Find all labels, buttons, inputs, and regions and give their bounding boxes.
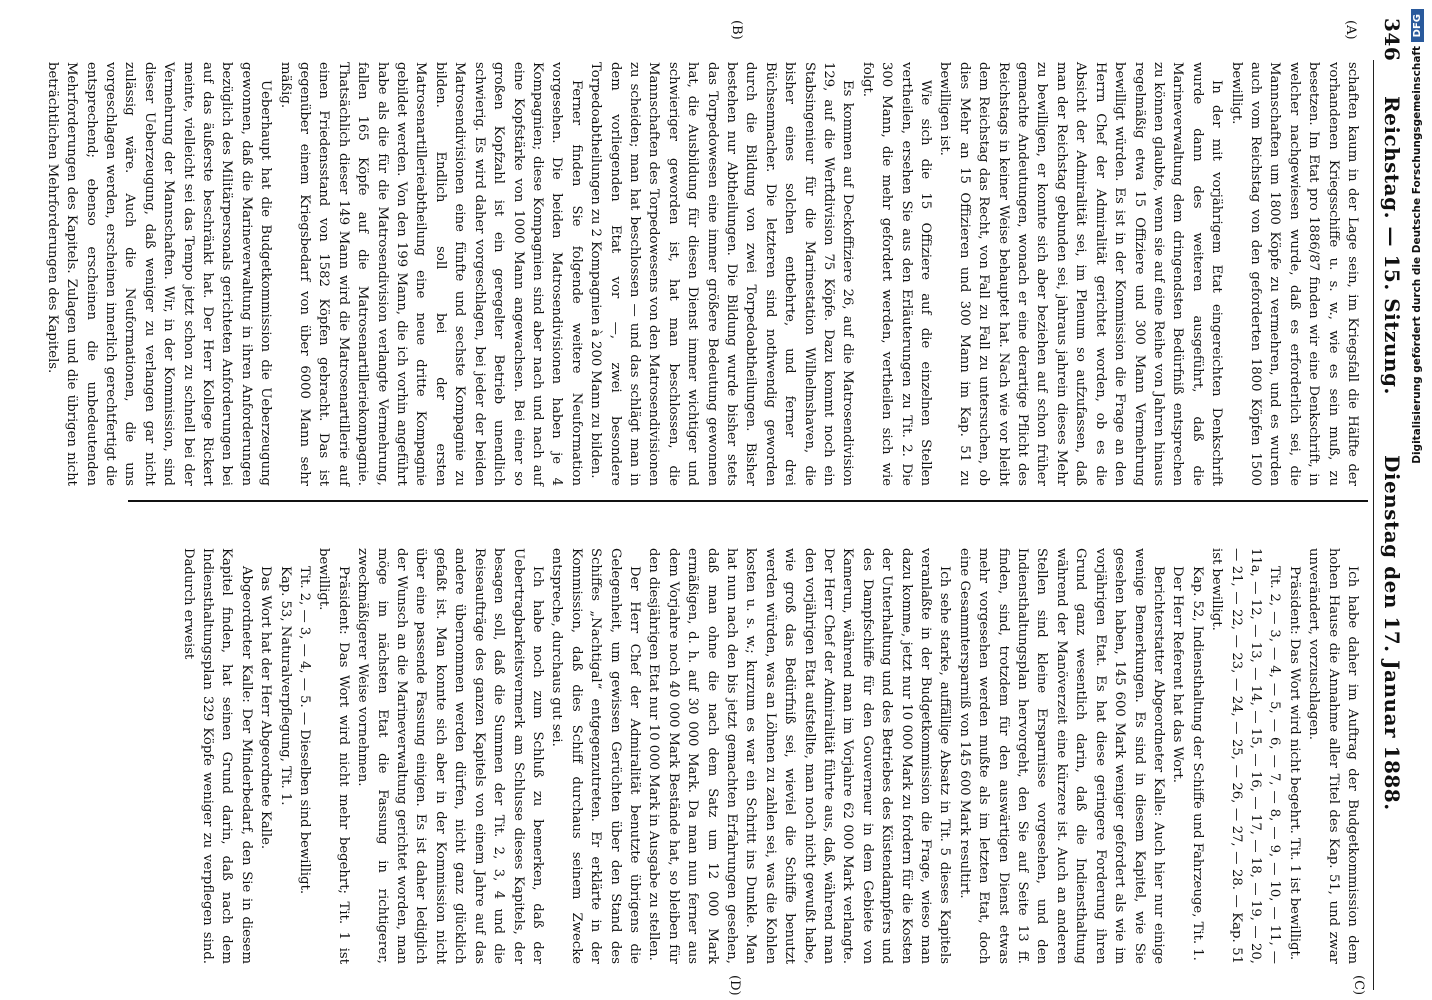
paragraph: Kap. 53, Naturalverpflegung, Tit. 1.: [277, 566, 293, 806]
paragraph: schaften kaum in der Lage sein, im Kriegsfall die Hälfte der vorhandenen Kriegsschiffe u. s. w., wie es sein muß, zu besetzen. Im Etat pro 1886/87 finden wir eine Denkschrift, in welcher nachgewiesen wurde, daß es erforderlich sei, die Mannschaften um 1800 Köpfe zu vermehren, und es wurden auch vom Reichstag von den geforderten 1800 Köpfen 1500 bewilligt.: [1228, 62, 1360, 486]
column-divider: [128, 500, 1368, 502]
page-header: [1368, 0, 1408, 1000]
page-number: 346: [1380, 18, 1404, 62]
paragraph: Tit. 2, — 3, — 4, — 5. — Dieselben sind bewilligt.: [297, 566, 313, 895]
paragraph: Ich habe daher im Auftrag der Budgetkommission dem hohen Hause die Annahme aller Titel des Kap. 51, und zwar unverändert, vorzuschlagen.: [1306, 548, 1360, 964]
margin-mark-a: (A): [1343, 20, 1358, 40]
credit-text: Digitalisierung gefördert durch die Deutsche Forschungsgemeinschaft: [1411, 46, 1423, 464]
paragraph: Tit. 2, — 3, — 4, — 5, — 6, — 7, — 8, — 9, — 10, — 11, — 11a, — 12, — 13, — 14, — 15, — 16, — 17, — 18, — 19, — 20, — 21, — 22, — 23, — 24, — 25, — 26, — 27, — 28. — Kap. 51 ist bewilligt.: [1209, 548, 1283, 964]
paragraph: Das Wort hat der Herr Abgeordnete Kalle.: [258, 566, 274, 850]
paragraph: Ich sehe starke, auffällige Absatz in Tit. 5 dieses Kapitels veranlaßte in der Budgetkommission die Frage, wieso man dazu komme, jetzt nur 10 000 Mark zu fordern für die Kosten der Unterhaltung und des Betriebes des Küstendampfers und des Dampfschiffe für den Gouverneur in dem Gebiete von Kamerun, während man im Vorjahre 62 000 Mark verlangte. Der Herr Chef der Admiralität führte aus, daß, während man den vorjährigen Etat aufstellte, man noch nicht gewußt habe, wie groß das Bedürfniß sei, wieviel die Schiffe benutzt werden würden, was an Löhnen zu zahlen sei, was die Kohlen kosten u. s. w.; kurzum es war ein Schritt ins Dunkle. Man hat nun nach den bis jetzt gemachten Erfahrungen gesehen, daß man ohne die nach dem Satz um 12 000 Mark ermäßigen, d. h. auf 30 000 Mark. Da man nun ferner aus dem Vorjahre noch 40 000 Mark Bestände hat, so bleiben für den diesjährigen Etat nur 10 000 Mark in Ausgabe zu stellen.: [646, 548, 953, 964]
paragraph: Ferner finden Sie folgende weitere Neuformation vorgesehen. Die beiden Matrosendivisionen haben je 4 Kompagnien; diese Kompagnien sind aber nach und nach auf eine Kopfstärke von 1000 Mann angewachsen. Bei einer so großen Kopfzahl ist ein geregelter Betrieb unendlich schwierig. Es wird daher vorgeschlagen, bei jeder der beiden Matrosendivisionen eine fünfte und sechste Kompagnie zu bilden. Endlich soll bei der ersten Matrosenartillerieabtheilung eine neue dritte Kompagnie gebildet werden. Von den 199 Mann, die ich vorhin angeführt habe als die für die Matrosendivision verlangte Vermehrung, fallen 165 Köpfe auf die Matrosenartilleriekompagnie. Thatsächlich dieser 149 Mann wird die Matrosenartillerie auf einen Friedensstand von 1582 Köpfen gebracht. Das ist gegenüber einem Kriegsbedarf von über 6000 Mann sehr mäßig.: [277, 62, 584, 486]
header-rule: [1373, 60, 1374, 990]
digitization-credit: [1410, 0, 1432, 1000]
paragraph: Ueberhaupt hat die Budgetkommission die Ueberzeugung gewonnen, daß die Marineverwaltung in ihren Anforderungen bezüglich des Militärpersonals gerichteten Anforderungen bei auf das äußerste beschränkt hat. Der Herr Kollege Rickert meinte, vielleicht sei das Tempo jetzt schon zu schnell bei der Vermehrung der Mannschaften. Wir, in der Kommission, sind dieser Ueberzeugung, daß weniger zu verlangen gar nicht zulässig wäre. Auch die Neuformationen, die uns vorgeschlagen werden, erscheinen innerlich gerechtfertigt die entsprechend; ebenso erscheinen die unbedeutenden Mehrforderungen des Kapitels. Zulagen und die übrigen nicht beträchtlichen Mehrforderungen des Kapitels.: [44, 62, 274, 486]
paragraph: Es kommen auf Deckoffiziere 26, auf die Matrosendivision 129, auf die Werftdivision 75 Köpfe. Dazu kommt noch ein Stabsingenieur für die Marinestation Wilhelmshaven, die bisher eines solchen entbehrte, und ferner drei Büchsenmacher. Die letzteren sind nothwendig geworden durch die Bildung von zwei Torpedoabtheilungen. Bisher bestehen nur Abtheilungen. Die Bildung wurde bisher stets das Torpedowesen eine immer größere Bedeutung gewonnen hat, die Ausbildung für diesen Dienst immer wichtiger und schwieriger geworden ist, hat man beschlossen, die Mannschaften des Torpedowesens von den Matrosendivisionen zu scheiden; man hat beschlossen — und das schlägt man in dem vorliegenden Etat vor —, zwei besondere Torpedoabtheilungen zu 2 Kompagnien à 200 Mann zu bilden.: [588, 62, 856, 486]
paragraph: Der Herr Referent hat das Wort.: [1170, 566, 1186, 783]
paragraph: Der Herr Chef der Admiralität benutzte übrigens die Gelegenheit, um gewissen Gerüchten über den Stand des Schiffes „Nachtigal“ entgegenzutreten. Er erklärte in der Kommission, daß dies Schiff durchaus seinem Zwecke entspreche, durchaus gut sei.: [549, 548, 642, 964]
paragraph: Abgeordneter Kalle: Der Minderbedarf, den Sie in diesem Kapitel finden, hat seinen Grund darin, daß nach dem Indiensthaltungsplan 329 Köpfe weniger zu verpflegen sind. Dadurch erweist: [180, 548, 254, 964]
paragraph: Präsident: Das Wort wird nicht mehr begehrt; Tit. 1 ist bewilligt.: [316, 548, 351, 964]
header-right-title: Dienstag den 17. Januar 1888.: [1380, 455, 1404, 811]
dfg-logo: DFG: [1411, 9, 1424, 42]
margin-mark-d: (D): [727, 975, 742, 996]
paragraph: Wie sich die 15 Offiziere auf die einzelnen Stellen vertheilen, ersehen Sie aus den Erläuterungen zu Tit. 2. Die 300 Mann, die mehr gefordert werden, vertheilen sich wie folgt.: [859, 62, 934, 486]
paragraph: In der mit vorjährigem Etat eingereichten Denkschrift wurde dann des weiteren ausgeführt, daß die Marineverwaltung dem dringendsten Bedürfniß entsprechen zu können glaubte, wenn sie auf eine Reihe von Jahren hinaus regelmäßig etwa 15 Offiziere und 300 Mann Vermehrung bewilligt würden. Es ist in der Kommission die Frage an den Herrn Chef der Admiralität gerichtet worden, ob es die Absicht der Admiralität sei, im Plenum so aufzufassen, daß man der Reichstag gebunden sei, jahraus jahrein dieses Mehr zu bewilligen, er konnte sich aber beziehen auf schon früher gemachte Andeutungen, wonach er eine derartige Pflicht des Reichstags in keiner Weise behauptet hat. Nach wie vor bleibt dem Reichstag das Recht, von Fall zu Fall zu untersuchen, ob dies Mehr an 15 Offizieren und 300 Mann im Kap. 51 zu bewilligen ist.: [937, 62, 1225, 486]
paragraph: Berichterstatter Abgeordneter Kalle: Auch hier nur einige wenige Bemerkungen. Es sind in diesem Kapitel, wie Sie gesehen haben, 145 600 Mark weniger gefordert als wie im vorjährigen Etat. Es hat diese geringere Forderung ihren Grund ganz wesentlich darin, daß die Indiensthaltung während der Manöverzeit eine kürzere ist. Auch an anderen Stellen sind kleine Ersparnisse vorgesehen, und den Indiensthaltungsplan hervorgeht, den Sie auf Seite 13 ff. finden, sind, trotzdem für den auswärtigen Dienst etwas mehr vorgesehen werden mußte als im letzten Etat, doch eine Gesammtersparniß von 145 600 Mark resultirt.: [956, 548, 1166, 964]
margin-mark-c: (C): [1351, 975, 1366, 996]
text-column-left: [44, 62, 1362, 486]
text-column-right: [62, 548, 1362, 964]
paragraph: Kap. 52, Indiensthaltung der Schiffe und Fahrzeuge, Tit. 1.: [1189, 566, 1205, 961]
paragraph: Präsident: Das Wort wird nicht begehrt. Tit. 1 ist bewilligt.: [1286, 566, 1302, 961]
paragraph: Ich habe noch zum Schluß zu bemerken, daß der Uebertragbarkeitsvermerk am Schlusse dieses Kapitels, der besagen soll, daß die Summen der Tit. 2, 3, 4 und die Reiseaufträge des ganzen Kapitels von einem Jahre auf das andere übernommen werden dürfen, nicht ganz glücklich gefaßt ist. Man konnte sich aber in der Kommission nicht über eine passende Fassung einigen. Es ist daher lediglich der Wunsch an die Marineverwaltung gerichtet worden, man möge im nächsten Etat die Fassung in richtigerer, zweckmäßigerer Weise vornehmen.: [355, 548, 545, 964]
margin-mark-b: (B): [729, 20, 744, 40]
header-left-title: Reichstag. — 15. Sitzung.: [1380, 96, 1404, 395]
